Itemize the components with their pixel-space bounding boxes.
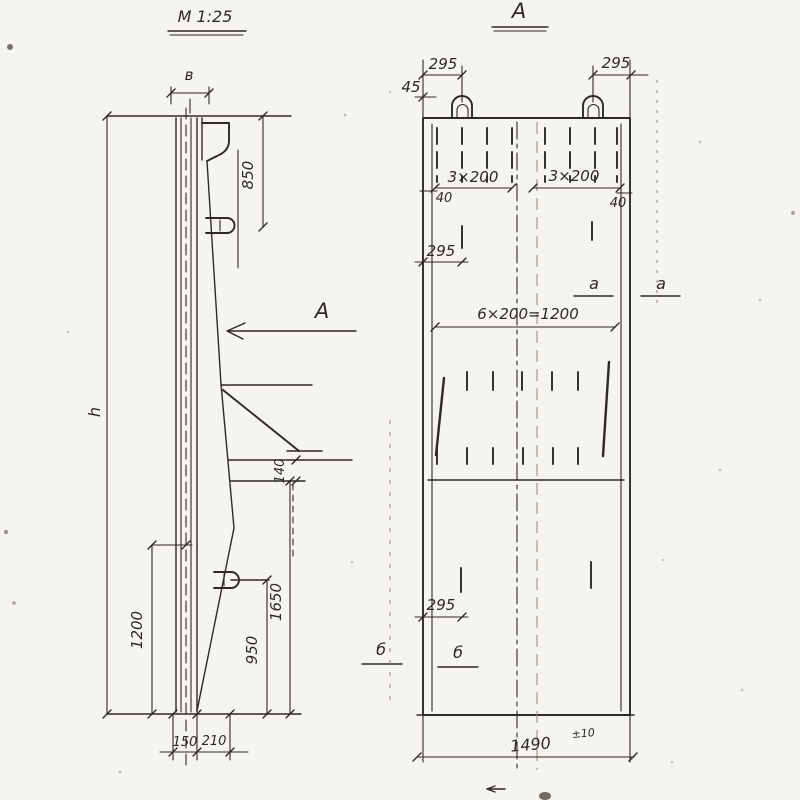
speck-8 bbox=[759, 299, 762, 302]
edge-speck-3 bbox=[12, 601, 16, 605]
dim-40-right-label: 40 bbox=[609, 196, 627, 211]
b-dim-label: в bbox=[184, 66, 194, 84]
speck-14 bbox=[671, 761, 674, 764]
dim-295-tl-label: 295 bbox=[428, 55, 458, 73]
dim-295-tr-label: 295 bbox=[601, 54, 631, 72]
side-view bbox=[85, 66, 356, 770]
dim-295-mid-label: 295 bbox=[426, 242, 456, 260]
dim-150-label: 150 bbox=[172, 735, 198, 750]
dim-40-left-label: 40 bbox=[435, 191, 453, 206]
front-view-dim-ticks bbox=[413, 71, 637, 761]
dim-3x200-left-label: 3×200 bbox=[447, 168, 499, 186]
dim-140-label: 140 bbox=[273, 458, 288, 484]
dim-1200-label: 1200 bbox=[128, 610, 146, 650]
speck-6 bbox=[389, 91, 391, 93]
edge-speck-2 bbox=[4, 530, 8, 534]
ink-blob bbox=[539, 792, 551, 800]
scan-artifacts bbox=[4, 44, 795, 800]
dim-1490-tolerance: ±10 bbox=[571, 726, 596, 741]
column-edge-right bbox=[197, 118, 202, 712]
speck-13 bbox=[119, 771, 122, 774]
scale-label: М 1:25 bbox=[177, 7, 233, 26]
b-dim-line bbox=[171, 87, 209, 113]
front-view bbox=[362, 0, 680, 772]
dim-1650-label: 1650 bbox=[267, 582, 285, 622]
speck-10 bbox=[351, 561, 354, 564]
view-a-title: А bbox=[511, 0, 527, 23]
speck-11 bbox=[662, 559, 664, 561]
panel-outline bbox=[423, 118, 630, 715]
dim-6x200-label: 6×200=1200 bbox=[477, 305, 579, 323]
section-b-2-label: б bbox=[453, 643, 463, 662]
brace-diagonal bbox=[223, 390, 299, 451]
scale-label-group bbox=[168, 7, 246, 35]
bent-bar-right bbox=[603, 362, 609, 456]
section-a-1-label: а bbox=[589, 274, 599, 293]
top-console bbox=[202, 123, 229, 161]
section-a-2-label: а bbox=[656, 274, 666, 293]
view-arrow-a-label: А bbox=[314, 299, 330, 323]
view-a-title-group bbox=[492, 0, 548, 31]
lower-rebar-dashes bbox=[461, 562, 591, 592]
dim-850-line bbox=[238, 116, 263, 268]
taper-edge bbox=[197, 161, 234, 711]
dim-3x200-right-label: 3×200 bbox=[548, 167, 600, 185]
dim-1490-label: 1490 bbox=[509, 733, 552, 756]
section-b-1-label: б bbox=[376, 640, 386, 659]
h-dim-label: h bbox=[85, 406, 104, 418]
side-view-dim-ticks bbox=[103, 89, 300, 756]
speck-5 bbox=[344, 114, 347, 117]
hook-left-inner bbox=[457, 105, 468, 119]
speck-12 bbox=[741, 689, 744, 692]
mid-rebar-row-upper bbox=[467, 372, 578, 390]
edge-speck-4 bbox=[791, 211, 795, 215]
dim-45-label: 45 bbox=[401, 78, 421, 96]
section-b-marks bbox=[362, 420, 478, 700]
edge-speck-1 bbox=[7, 44, 13, 50]
hook-right-inner bbox=[588, 105, 599, 119]
top-hooks bbox=[452, 96, 603, 118]
dim-950-label: 950 bbox=[243, 635, 261, 665]
mid-rebar-dashes bbox=[462, 222, 592, 248]
bent-bar-left bbox=[436, 378, 444, 455]
dim-210-label: 210 bbox=[201, 734, 227, 749]
speck-9 bbox=[719, 469, 722, 472]
dim-850-label: 850 bbox=[239, 160, 257, 190]
speck-7 bbox=[699, 141, 702, 144]
dim-295-low-label: 295 bbox=[426, 596, 456, 614]
mid-rebar-row-lower bbox=[437, 448, 578, 464]
speck-15 bbox=[67, 331, 70, 334]
stray-arrow-mark bbox=[487, 786, 505, 792]
view-arrow-a-line bbox=[227, 323, 356, 339]
view-arrow-a bbox=[227, 299, 356, 339]
